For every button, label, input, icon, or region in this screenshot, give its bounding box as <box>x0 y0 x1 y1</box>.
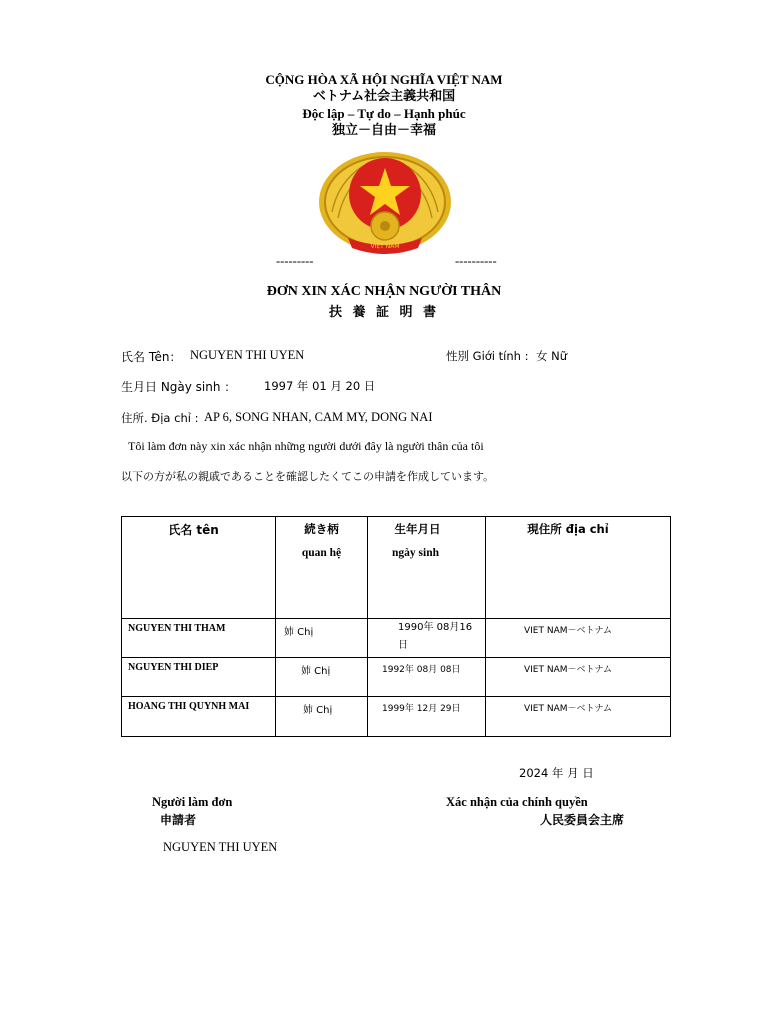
gender-label: 性別 Giới tính : <box>446 349 529 363</box>
row-name: HOANG THI QUYNH MAI <box>122 697 276 737</box>
header-relation-ja: 続き柄 <box>304 522 339 536</box>
row-dob-line2: 日 <box>398 640 408 651</box>
address-value: AP 6, SONG NHAN, CAM MY, DONG NAI <box>204 410 433 424</box>
country-name-ja: ベトナム社会主義共和国 <box>312 89 456 104</box>
header-address-cell <box>486 517 671 619</box>
dob-value: 1997 年 01 月 20 日 <box>264 379 376 393</box>
statement-vi: Tôi làm đơn này xin xác nhận những người dưới đây là người thân của tôi <box>128 439 484 453</box>
applicant-name: NGUYEN THI UYEN <box>163 840 278 854</box>
row-relation: 姉 Chị <box>276 697 368 737</box>
dob-label: 生月日 Ngày sinh ： <box>121 380 237 394</box>
row-dob-line1: 1990年 08月16 <box>398 622 473 633</box>
row-address: VIET NAM－ベトナム <box>486 697 671 737</box>
statement-ja: 以下の方が私の親戚であることを確認したくてこの申請を作成しています。 <box>121 470 495 483</box>
separator-left: --------- <box>276 254 314 268</box>
header-name: 氏名 tên <box>168 523 219 537</box>
gender-value: 女 Nữ <box>536 349 568 363</box>
row-relation: 姉 Chị <box>276 658 368 697</box>
motto-ja: 独立－自由－幸福 <box>331 123 436 138</box>
header-dob-vi: ngày sinh <box>392 547 439 559</box>
applicant-signature-label-ja: 申請者 <box>160 813 197 827</box>
authority-signature-label-ja: 人民委員会主席 <box>540 813 625 827</box>
document-subtitle: 扶 養 証 明 書 <box>328 305 440 320</box>
address-label: 住所. Địa chỉ : <box>121 411 199 425</box>
header-name-cell <box>122 517 276 619</box>
applicant-signature-label-vi: Người làm đơn <box>152 795 233 809</box>
date-line: 2024 年 月 日 <box>519 766 594 780</box>
country-name-vi: CỘNG HÒA XÃ HỘI NGHĨA VIỆT NAM <box>265 72 503 87</box>
national-emblem-icon <box>318 152 453 256</box>
table-row <box>122 658 671 697</box>
motto-vi: Độc lập – Tự do – Hạnh phúc <box>302 106 466 121</box>
header-dob-ja: 生年月日 <box>394 522 441 536</box>
relatives-table <box>121 516 671 737</box>
header-address: 現住所 địa chỉ <box>527 522 609 536</box>
name-value: NGUYEN THI UYEN <box>190 348 305 362</box>
document-title: ĐƠN XIN XÁC NHẬN NGƯỜI THÂN <box>266 284 502 299</box>
separator-right: ---------- <box>455 254 497 268</box>
row-name: NGUYEN THI DIEP <box>122 658 276 697</box>
row-dob: 1992年 08月 08日 <box>368 658 486 697</box>
table-header-row <box>122 517 671 619</box>
row-relation: 姉 Chị <box>276 619 368 658</box>
table-row <box>122 619 671 658</box>
row-address: VIET NAM－ベトナム <box>486 619 671 658</box>
row-name: NGUYEN THI THAM <box>122 619 276 658</box>
emblem-ribbon-text: VIỆT NAM <box>370 243 400 250</box>
name-label: 氏名 Tên： <box>121 350 182 364</box>
row-address: VIET NAM－ベトナム <box>486 658 671 697</box>
row-dob: 1999年 12月 29日 <box>368 697 486 737</box>
header-relation-vi: quan hệ <box>301 547 342 559</box>
row-dob <box>368 619 486 658</box>
authority-signature-label-vi: Xác nhận của chính quyền <box>446 795 588 809</box>
table-row <box>122 697 671 737</box>
